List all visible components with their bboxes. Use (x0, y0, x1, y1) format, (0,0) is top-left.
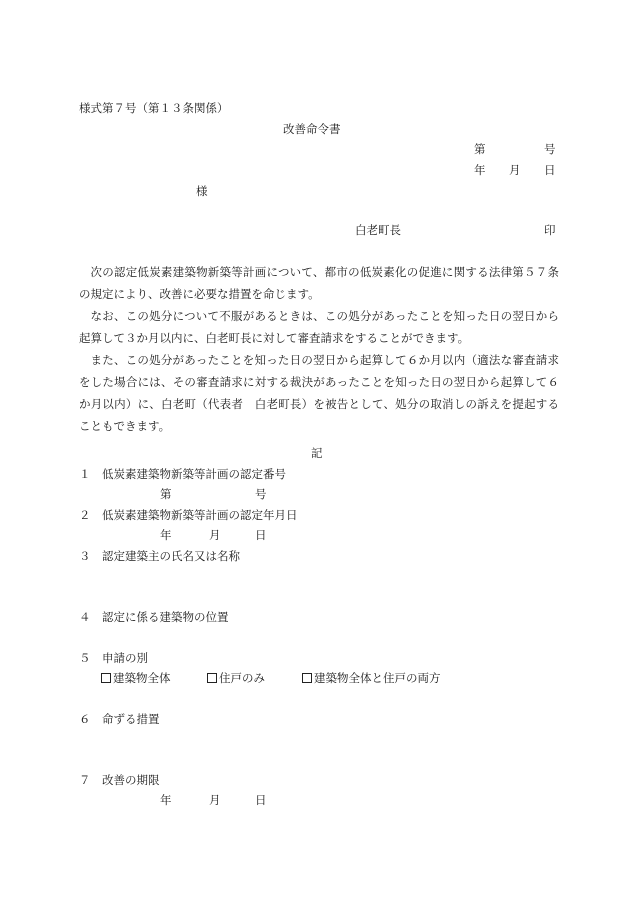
paragraph-lawsuit: また、この処分があったことを知った日の翌日から起算して６か月以内（適法な審査請求をした場合には、その審査請求に対する裁決があったことを知った日の翌日から起算して６か月以内）に、白老町（代表者 白老町長）を被告として、処分の取消しの訴えを提起することもできます。 (79, 353, 559, 433)
option-whole-building-label: 建築物全体 (113, 671, 171, 685)
item-6-number: ６ (79, 712, 91, 726)
paragraph-order: 次の認定低炭素建築物新築等計画について、都市の低炭素化の促進に関する法律第５７条の規定により、改善に必要な措置を命じます。 (79, 265, 559, 301)
item-6-label: 命ずる措置 (102, 712, 160, 726)
doc-number-suffix: 号 (544, 142, 556, 156)
item-2-number: ２ (79, 508, 91, 522)
checkbox-whole-building[interactable] (101, 673, 111, 683)
option-dwelling-only-label: 住戸のみ (219, 671, 265, 685)
doc-number-prefix: 第 (474, 142, 486, 156)
item-4-label: 認定に係る建築物の位置 (102, 610, 229, 624)
item-2-label: 低炭素建築物新築等計画の認定年月日 (102, 508, 298, 522)
date-year-label: 年 (474, 163, 486, 177)
item-5-label: 申請の別 (102, 651, 148, 665)
item-1-label: 低炭素建築物新築等計画の認定番号 (102, 467, 286, 481)
item-2-year-label: 年 (160, 528, 172, 542)
item-7-year-label: 年 (160, 793, 172, 807)
item-1-number-prefix: 第 (160, 487, 172, 501)
item-2-day-label: 日 (255, 528, 267, 542)
item-7-label: 改善の期限 (102, 773, 160, 787)
option-both[interactable] (302, 673, 441, 685)
item-3-number: ３ (79, 549, 91, 563)
document-title: 改善命令書 (283, 122, 341, 136)
recipient-suffix: 様 (196, 184, 208, 198)
checkbox-both[interactable] (302, 673, 312, 683)
item-5-number: ５ (79, 651, 91, 665)
form-number: 様式第７号（第１３条関係） (79, 101, 229, 115)
item-7-number: ７ (79, 773, 91, 787)
item-7-day-label: 日 (255, 793, 267, 807)
date-month-label: 月 (509, 163, 521, 177)
item-1-number: １ (79, 467, 91, 481)
ki-heading: 記 (311, 446, 323, 460)
option-whole-building[interactable] (101, 673, 171, 685)
item-2-month-label: 月 (209, 528, 221, 542)
option-both-label: 建築物全体と住戸の両方 (314, 671, 441, 685)
issuer-name: 白老町長 (355, 223, 401, 237)
body-text (79, 261, 559, 437)
item-3-label: 認定建築主の氏名又は名称 (102, 549, 240, 563)
checkbox-dwelling-only[interactable] (207, 673, 217, 683)
date-day-label: 日 (544, 163, 556, 177)
paragraph-appeal: なお、この処分について不服があるときは、この処分があったことを知った日の翌日から起算して３か月以内に、白老町長に対して審査請求をすることができます。 (79, 309, 559, 345)
option-dwelling-only[interactable] (207, 673, 265, 685)
item-4-number: ４ (79, 610, 91, 624)
item-1-number-suffix: 号 (255, 487, 267, 501)
item-7-month-label: 月 (209, 793, 221, 807)
seal-mark: 印 (544, 223, 556, 237)
